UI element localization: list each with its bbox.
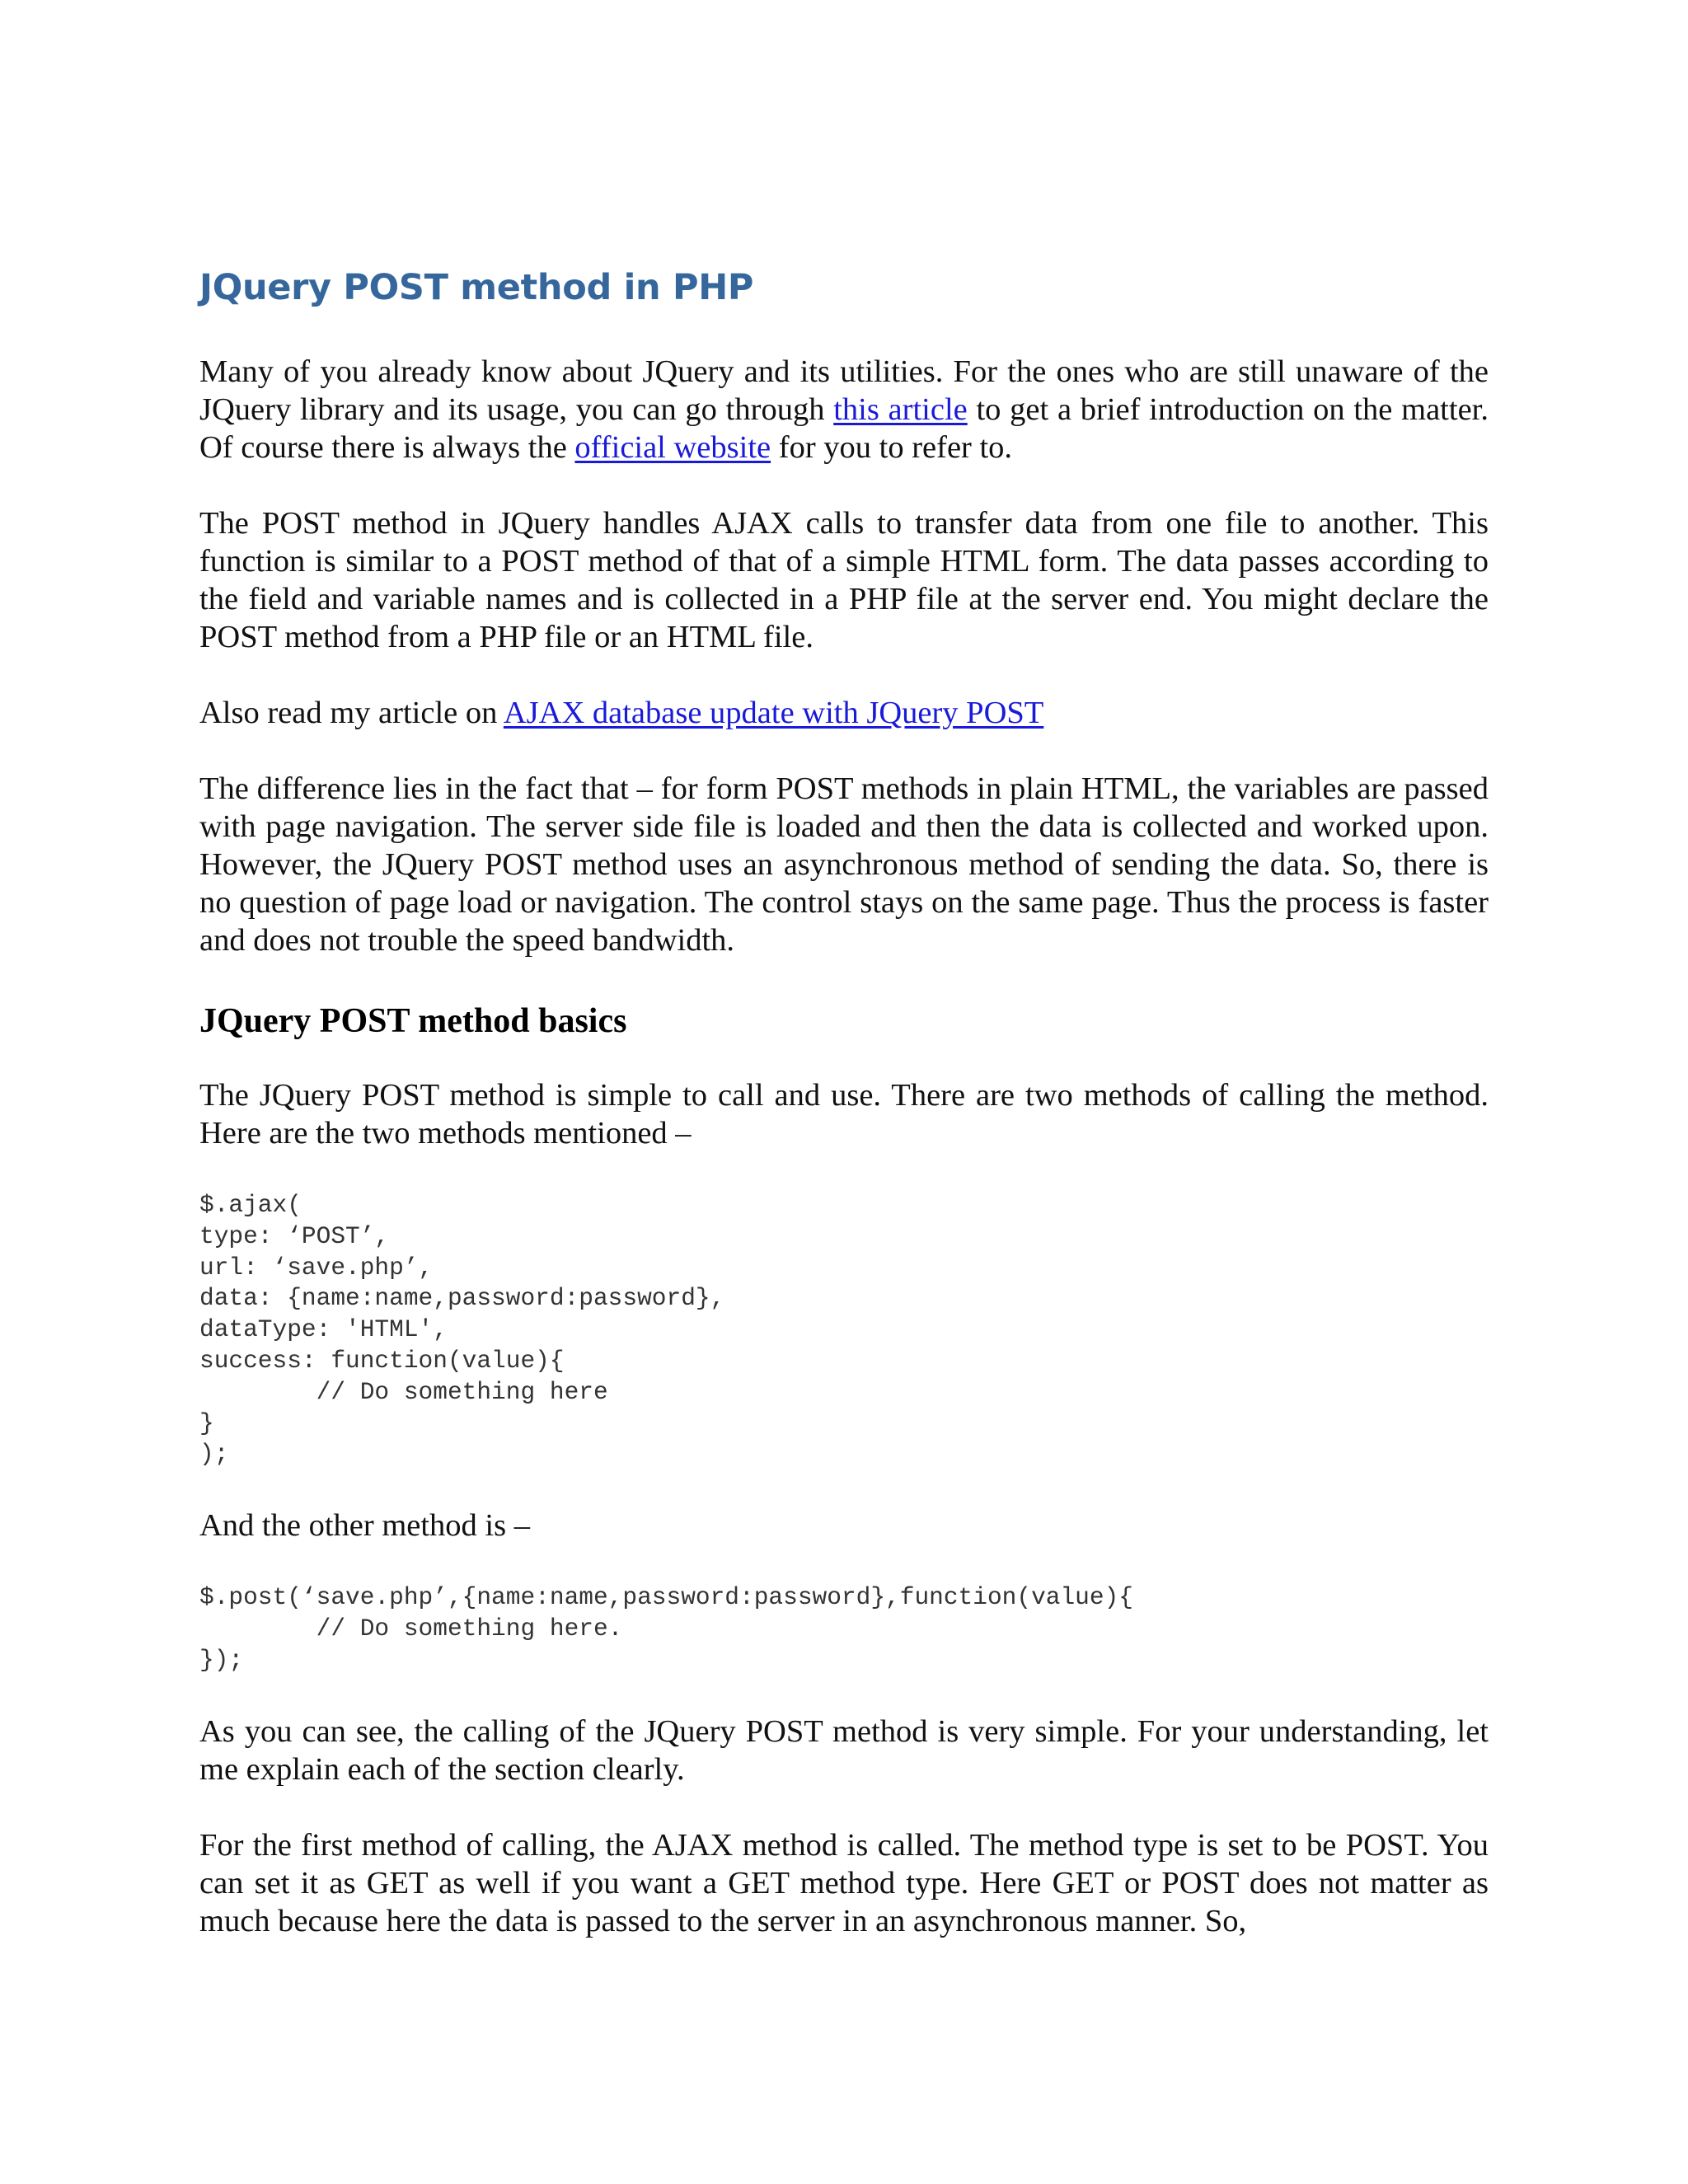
basics-paragraph: The JQuery POST method is simple to call and use. There are two methods of calling the method. Here are the two methods mentioned – — [199, 1078, 1489, 1151]
first-method-paragraph: For the first method of calling, the AJAX method is called. The method type is set to be POST. You can set it as GET as well if you want a GET method type. Here GET or POST does not matter as much because here the data is passed to the server in an asynchronous manner. So, — [199, 1827, 1489, 1938]
ajax-database-update-link[interactable]: AJAX database update with JQuery POST — [503, 696, 1044, 730]
page-title: JQuery POST method in PHP — [199, 267, 754, 308]
intro-text-3: for you to refer to. — [771, 430, 1013, 465]
ajax-code-block: $.ajax( type: ‘POST’, url: ‘save.php’, data: {name:name,password:password}, dataType: 'HTML', success: function(value){ // Do something here } ); — [199, 1191, 725, 1469]
section-heading: JQuery POST method basics — [199, 1002, 627, 1040]
other-method-paragraph: And the other method is – — [199, 1508, 530, 1544]
post-method-paragraph: The POST method in JQuery handles AJAX calls to transfer data from one file to another. This function is similar to a POST method of that of a simple HTML form. The data passes according to the field and variable names and is collected in a PHP file at the server end. You might declare the POST method from a PHP file or an HTML file. — [199, 506, 1489, 654]
intro-paragraph — [199, 353, 1489, 466]
intro-text-2: to get a brief introduction on the matter. Of course there is always the — [199, 392, 1489, 465]
explanation-paragraph: As you can see, the calling of the JQuery POST method is very simple. For your understanding, let me explain each of the section clearly. — [199, 1713, 1489, 1787]
official-website-link[interactable]: official website — [574, 430, 771, 465]
also-read-paragraph — [199, 694, 1489, 732]
also-read-text: Also read my article on — [199, 696, 504, 730]
post-code-block: $.post(‘save.php’,{name:name,password:password},function(value){ // Do something here. }); — [199, 1583, 1133, 1674]
this-article-link[interactable]: this article — [833, 392, 968, 427]
intro-text-1: Many of you already know about JQuery and its utilities. For the ones who are still unaware of the JQuery library and its usage, you can go through — [199, 354, 1489, 427]
difference-paragraph: The difference lies in the fact that – for form POST methods in plain HTML, the variables are passed with page navigation. The server side file is loaded and then the data is collected and worked upon. However, the JQuery POST method uses an asynchronous method of sending the data. So, there is no question of page load or navigation. The control stays on the same page. Thus the process is faster and does not trouble the speed bandwidth. — [199, 771, 1489, 958]
